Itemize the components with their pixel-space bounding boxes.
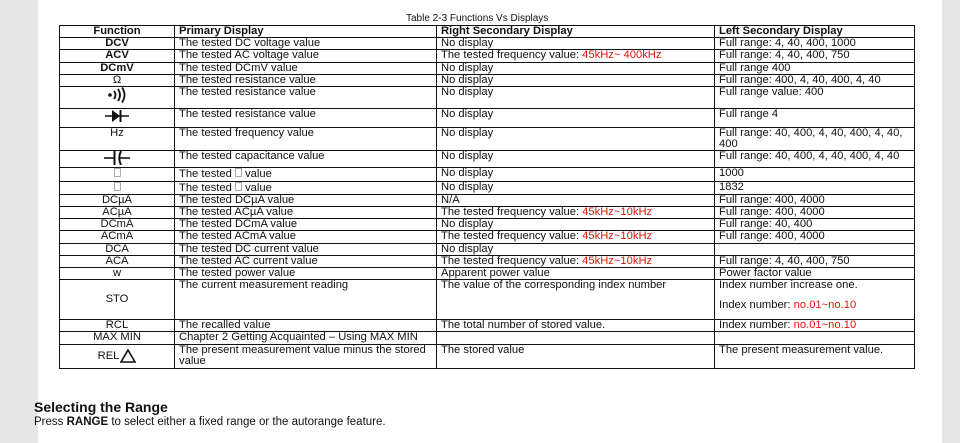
table-row bbox=[60, 194, 915, 206]
function-cell: MAX MIN bbox=[60, 332, 175, 344]
right-cell bbox=[437, 231, 715, 243]
function-cell: ACmA bbox=[60, 231, 175, 243]
rel-label: REL bbox=[97, 350, 120, 363]
table-row bbox=[60, 268, 915, 280]
diode-icon bbox=[105, 109, 129, 123]
right-text: The tested frequency value: bbox=[441, 254, 583, 267]
left-cell: Full range: 40, 400, 4, 40, 400, 4, 40 bbox=[715, 151, 915, 168]
section-heading: Selecting the Range bbox=[34, 399, 168, 415]
functions-displays-table bbox=[59, 25, 915, 369]
header-function: Function bbox=[60, 26, 175, 38]
range-key-label: RANGE bbox=[66, 416, 109, 428]
table-row bbox=[60, 231, 915, 243]
function-cell-ohm: Ω bbox=[60, 74, 175, 86]
primary-cell: The present measurement value minus the stored value bbox=[175, 344, 437, 368]
primary-text: value bbox=[241, 168, 272, 181]
right-cell bbox=[437, 207, 715, 219]
table-row bbox=[60, 320, 915, 332]
table-header-row bbox=[60, 26, 915, 38]
left-cell: 1832 bbox=[715, 181, 915, 194]
missing-glyph-icon bbox=[235, 168, 242, 177]
right-cell: No display bbox=[437, 151, 715, 168]
right-cell: No display bbox=[437, 74, 715, 86]
right-cell: No display bbox=[437, 243, 715, 255]
table-row bbox=[60, 151, 915, 168]
continuity-icon bbox=[106, 87, 128, 103]
function-cell: DCV bbox=[60, 38, 175, 50]
primary-cell: The tested DCmA value bbox=[175, 219, 437, 231]
missing-glyph-icon bbox=[235, 182, 242, 191]
section-paragraph bbox=[34, 415, 386, 429]
table-row bbox=[60, 74, 915, 86]
function-cell bbox=[60, 168, 175, 181]
right-cell: The total number of stored value. bbox=[437, 320, 715, 332]
left-cell: Full range: 4, 40, 400, 750 bbox=[715, 255, 915, 267]
table-row bbox=[60, 87, 915, 109]
primary-cell: The tested AC voltage value bbox=[175, 50, 437, 62]
function-cell bbox=[60, 109, 175, 128]
function-cell bbox=[60, 344, 175, 368]
left-cell: Full range value: 400 bbox=[715, 87, 915, 109]
primary-cell: The tested ACµA value bbox=[175, 207, 437, 219]
primary-cell: The tested DC current value bbox=[175, 243, 437, 255]
left-line-2 bbox=[719, 300, 910, 311]
function-cell: w bbox=[60, 268, 175, 280]
right-cell: No display bbox=[437, 168, 715, 181]
table-row bbox=[60, 38, 915, 50]
frequency-range: 45kHz~10kHz bbox=[582, 254, 653, 267]
paragraph-text: to select either a fixed range or the autorange feature. bbox=[108, 416, 386, 428]
right-cell: The stored value bbox=[437, 344, 715, 368]
primary-cell: The tested DC voltage value bbox=[175, 38, 437, 50]
frequency-range: 45kHz~10kHz bbox=[582, 230, 653, 243]
table-row-rel bbox=[60, 344, 915, 368]
primary-cell: The tested resistance value bbox=[175, 109, 437, 128]
table-row bbox=[60, 219, 915, 231]
primary-cell: Chapter 2 Getting Acquainted – Using MAX MIN bbox=[175, 332, 437, 344]
primary-cell: The tested power value bbox=[175, 268, 437, 280]
left-cell bbox=[715, 320, 915, 332]
right-cell bbox=[437, 332, 715, 344]
left-cell: Full range 400 bbox=[715, 62, 915, 74]
table-row bbox=[60, 50, 915, 62]
left-cell: Full range: 400, 4, 40, 400, 4, 40 bbox=[715, 74, 915, 86]
function-cell-hz: Hz bbox=[60, 128, 175, 151]
left-cell: Full range: 4, 40, 400, 750 bbox=[715, 50, 915, 62]
left-cell: 1000 bbox=[715, 168, 915, 181]
primary-text: The tested bbox=[179, 168, 235, 181]
function-cell bbox=[60, 87, 175, 109]
header-left-secondary-display: Left Secondary Display bbox=[715, 26, 915, 38]
delta-icon bbox=[120, 349, 136, 363]
function-cell: DCµA bbox=[60, 194, 175, 206]
primary-cell: The current measurement reading bbox=[175, 280, 437, 320]
primary-cell: The tested ACmA value bbox=[175, 231, 437, 243]
right-cell bbox=[437, 255, 715, 267]
table-row bbox=[60, 243, 915, 255]
frequency-range: 45kHz~10kHz bbox=[582, 206, 653, 219]
table-row bbox=[60, 332, 915, 344]
left-cell: Full range: 4, 40, 400, 1000 bbox=[715, 38, 915, 50]
left-text: Index number: bbox=[719, 319, 794, 332]
table-row bbox=[60, 128, 915, 151]
table-row bbox=[60, 168, 915, 181]
right-text: The tested frequency value: bbox=[441, 206, 583, 219]
missing-glyph-icon bbox=[114, 182, 121, 191]
missing-glyph-icon bbox=[114, 168, 121, 177]
function-cell: RCL bbox=[60, 320, 175, 332]
function-cell: ACV bbox=[60, 50, 175, 62]
table-row bbox=[60, 255, 915, 267]
left-text: Index number: bbox=[719, 299, 794, 312]
table-row-sto bbox=[60, 280, 915, 320]
index-range: no.01~no.10 bbox=[793, 299, 857, 312]
frequency-range: 45kHz~ 400kHz bbox=[582, 49, 662, 62]
left-cell: Full range: 400, 4000 bbox=[715, 194, 915, 206]
paragraph-text: Press bbox=[34, 416, 67, 428]
table-row bbox=[60, 207, 915, 219]
left-cell bbox=[715, 243, 915, 255]
primary-cell: The tested resistance value bbox=[175, 74, 437, 86]
table-row bbox=[60, 62, 915, 74]
function-cell: ACA bbox=[60, 255, 175, 267]
function-cell: DCmA bbox=[60, 219, 175, 231]
primary-cell bbox=[175, 168, 437, 181]
header-primary-display: Primary Display bbox=[175, 26, 437, 38]
primary-cell: The tested resistance value bbox=[175, 87, 437, 109]
function-cell: DCmV bbox=[60, 62, 175, 74]
header-right-secondary-display: Right Secondary Display bbox=[437, 26, 715, 38]
right-cell bbox=[437, 50, 715, 62]
index-range: no.01~no.10 bbox=[793, 319, 857, 332]
primary-cell: The tested DCmV value bbox=[175, 62, 437, 74]
right-cell: N/A bbox=[437, 194, 715, 206]
primary-cell: The recalled value bbox=[175, 320, 437, 332]
right-cell: The value of the corresponding index number bbox=[437, 280, 715, 320]
right-text: The tested frequency value: bbox=[441, 49, 583, 62]
primary-text: value bbox=[241, 181, 272, 194]
table-caption: Table 2-3 Functions Vs Displays bbox=[406, 13, 549, 24]
left-cell bbox=[715, 332, 915, 344]
function-cell: STO bbox=[60, 280, 175, 320]
left-cell: Power factor value bbox=[715, 268, 915, 280]
right-cell: No display bbox=[437, 87, 715, 109]
right-cell: No display bbox=[437, 219, 715, 231]
left-cell: Full range: 40, 400, 4, 40, 400, 4, 40, 400 bbox=[715, 128, 915, 151]
right-cell: Apparent power value bbox=[437, 268, 715, 280]
left-cell: Full range: 400, 4000 bbox=[715, 207, 915, 219]
primary-cell: The tested DCµA value bbox=[175, 194, 437, 206]
right-cell: No display bbox=[437, 109, 715, 128]
function-cell bbox=[60, 181, 175, 194]
right-cell: No display bbox=[437, 128, 715, 151]
left-cell: Full range 4 bbox=[715, 109, 915, 128]
left-cell: The present measurement value. bbox=[715, 344, 915, 368]
left-cell: Full range: 400, 4000 bbox=[715, 231, 915, 243]
primary-cell: The tested frequency value bbox=[175, 128, 437, 151]
capacitor-icon bbox=[104, 151, 130, 165]
right-cell: No display bbox=[437, 181, 715, 194]
primary-text: The tested bbox=[179, 181, 235, 194]
right-cell: No display bbox=[437, 38, 715, 50]
function-cell: ACµA bbox=[60, 207, 175, 219]
table-row bbox=[60, 109, 915, 128]
left-cell bbox=[715, 280, 915, 320]
primary-cell: The tested AC current value bbox=[175, 255, 437, 267]
function-cell bbox=[60, 151, 175, 168]
primary-cell: The tested capacitance value bbox=[175, 151, 437, 168]
function-cell: DCA bbox=[60, 243, 175, 255]
primary-cell bbox=[175, 181, 437, 194]
right-text: The tested frequency value: bbox=[441, 230, 583, 243]
left-cell: Full range: 40, 400 bbox=[715, 219, 915, 231]
left-line-1: Index number increase one. bbox=[719, 279, 858, 292]
right-cell: No display bbox=[437, 62, 715, 74]
table-row bbox=[60, 181, 915, 194]
